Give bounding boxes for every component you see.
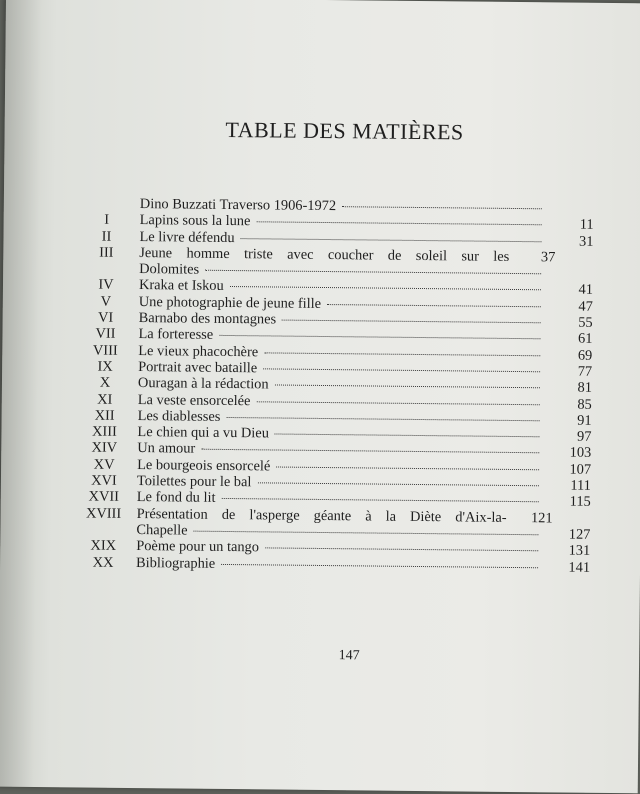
chapter-title: Le vieux phacochère — [138, 343, 258, 360]
page-number: 47 — [547, 298, 593, 314]
chapter-number: V — [73, 293, 139, 310]
chapter-title: Le livre défendu — [139, 229, 234, 246]
leader-dots — [221, 563, 538, 567]
leader-dots — [194, 531, 539, 536]
leader-dots — [219, 335, 540, 339]
chapter-title: Un amour — [137, 441, 195, 458]
leader-dots — [230, 286, 541, 290]
folio-page-number: 147 — [29, 645, 640, 668]
chapter-number: XIV — [71, 440, 137, 457]
page-number: 55 — [547, 314, 593, 330]
chapter-number: III — [73, 244, 139, 261]
chapter-number — [74, 207, 140, 208]
page-number: 115 — [545, 494, 591, 510]
leader-dots — [265, 548, 538, 552]
page-number: 31 — [547, 233, 593, 249]
chapter-number: I — [74, 212, 140, 229]
chapter-number: XIII — [71, 424, 137, 441]
leader-dots — [282, 320, 541, 324]
leader-dots — [201, 449, 539, 454]
page-number: 121 — [507, 510, 553, 526]
page-number: 61 — [546, 331, 592, 347]
chapter-title: Présentation de l'asperge géante à la Diète d'Aix-la- — [137, 506, 507, 526]
chapter-number: IV — [73, 277, 139, 294]
chapter-number: XVII — [71, 489, 137, 506]
page-number: 77 — [546, 363, 592, 379]
chapter-number: XII — [72, 407, 138, 424]
page-number: 131 — [544, 543, 590, 559]
leader-dots — [205, 270, 541, 275]
chapter-title: Chapelle — [136, 522, 187, 539]
chapter-title: Lapins sous la lune — [140, 212, 251, 229]
chapter-title: Bibliographie — [136, 555, 215, 572]
chapter-number: VI — [73, 309, 139, 326]
leader-dots — [275, 434, 540, 438]
chapter-title: Poème pour un tango — [136, 538, 259, 555]
chapter-title: Portrait avec bataille — [138, 359, 257, 376]
page-number: 41 — [547, 282, 593, 298]
leader-dots — [256, 222, 541, 226]
page-number: 85 — [546, 396, 592, 412]
chapter-title: Jeune homme triste avec coucher de soleil sur les — [139, 245, 509, 265]
page-number: 103 — [545, 445, 591, 461]
leader-dots — [275, 385, 540, 389]
chapter-title: Le chien qui a vu Dieu — [137, 424, 269, 441]
chapter-number — [70, 533, 136, 534]
leader-dots — [264, 352, 540, 356]
leader-dots — [342, 206, 542, 209]
table-of-contents — [70, 195, 594, 575]
chapter-number: XV — [71, 456, 137, 473]
leader-dots — [276, 466, 539, 470]
page-number: 107 — [545, 461, 591, 477]
page-number: 127 — [544, 526, 590, 542]
chapter-number: II — [73, 228, 139, 245]
leader-dots — [256, 401, 539, 405]
leader-dots — [263, 368, 540, 372]
leader-dots — [222, 498, 539, 502]
page-number: 11 — [548, 217, 594, 233]
chapter-number: XI — [72, 391, 138, 408]
chapter-title: Kraka et Iskou — [139, 278, 224, 295]
chapter-number: VII — [72, 326, 138, 343]
chapter-number: XIX — [70, 538, 136, 555]
page-number: 91 — [546, 412, 592, 428]
page-number: 97 — [545, 428, 591, 444]
chapter-title: La forteresse — [138, 326, 213, 343]
chapter-number: XX — [70, 554, 136, 571]
page-number: 69 — [546, 347, 592, 363]
leader-dots — [226, 417, 539, 421]
chapter-number: X — [72, 375, 138, 392]
page-number: 141 — [544, 559, 590, 575]
chapter-title: Dino Buzzati Traverso 1906-1972 — [140, 196, 336, 214]
page-number: 37 — [509, 249, 555, 265]
chapter-number — [73, 273, 139, 274]
leader-dots — [327, 304, 541, 307]
chapter-number: XVI — [71, 472, 137, 489]
chapter-title: La veste ensorcelée — [138, 392, 251, 409]
leader-dots — [257, 482, 538, 486]
chapter-title: Une photographie de jeune fille — [139, 294, 321, 312]
chapter-number: IX — [72, 358, 138, 375]
page-number: 111 — [545, 477, 591, 493]
chapter-title: Barnabo des montagnes — [139, 310, 277, 327]
chapter-title: Dolomites — [139, 261, 199, 278]
chapter-title: Le bourgeois ensorcelé — [137, 457, 270, 474]
chapter-title: Le fond du lit — [137, 489, 216, 506]
page-title: TABLE DES MATIÈRES — [25, 115, 640, 148]
chapter-title: Ouragan à la rédaction — [138, 375, 269, 392]
chapter-title: Les diablesses — [138, 408, 221, 425]
chapter-number: XVIII — [71, 505, 137, 522]
chapter-number: VIII — [72, 342, 138, 359]
page-number: 81 — [546, 380, 592, 396]
leader-dots — [241, 238, 542, 242]
chapter-title: Toilettes pour le bal — [137, 473, 252, 490]
